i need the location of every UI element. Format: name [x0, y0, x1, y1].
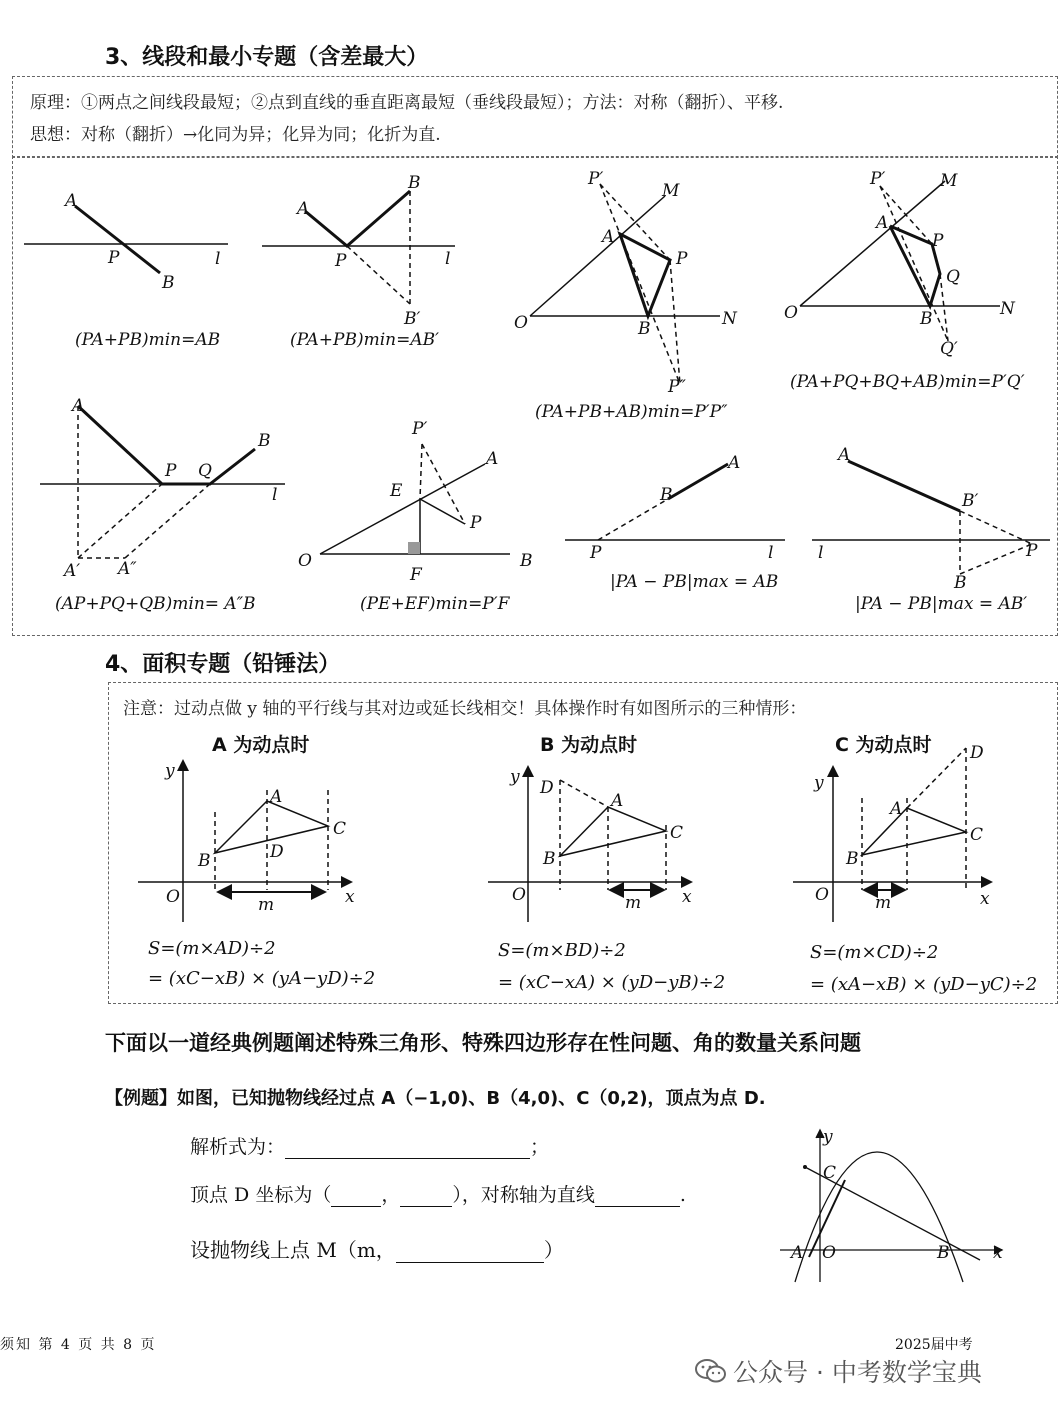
svg-text:m: m — [875, 893, 892, 913]
case-b-title: B 为动点时 — [540, 734, 638, 756]
svg-text:A: A — [270, 787, 283, 807]
caption-fig4: (PA+PQ+BQ+AB)min=P′Q′ — [790, 372, 1025, 392]
svg-text:y: y — [165, 761, 175, 781]
svg-text:A: A — [65, 191, 78, 211]
axis-blank[interactable] — [595, 1188, 680, 1207]
svg-text:A: A — [486, 449, 499, 469]
svg-text:C: C — [670, 823, 684, 843]
point-m-end: ） — [543, 1238, 564, 1262]
svg-text:m: m — [258, 895, 275, 915]
svg-text:O: O — [512, 885, 526, 905]
svg-text:B: B — [543, 849, 556, 869]
svg-text:M: M — [940, 171, 958, 191]
svg-text:B: B — [660, 485, 673, 505]
expression-blank[interactable] — [285, 1140, 530, 1159]
svg-text:M: M — [662, 181, 680, 201]
case-b-formula2: = (xC−xA) × (yD−yB)÷2 — [498, 972, 726, 993]
idea-text: 思想：对称（翻折）→化同为异；化异为同；化折为直. — [30, 125, 441, 145]
parabola-figure — [775, 1122, 1010, 1287]
question-expression — [190, 1132, 549, 1159]
svg-text:B: B — [937, 1243, 950, 1263]
svg-text:O: O — [514, 313, 528, 333]
svg-text:A: A — [602, 227, 615, 247]
svg-text:A: A — [728, 453, 741, 473]
vertex-end: . — [679, 1184, 686, 1206]
svg-text:O: O — [166, 887, 180, 907]
vertex-sep: ， — [381, 1184, 401, 1206]
svg-text:O: O — [822, 1243, 836, 1263]
svg-text:D: D — [970, 743, 984, 763]
caption-fig1: (PA+PB)min=AB — [75, 330, 221, 350]
example-problem: 【例题】如图，已知抛物线经过点 A（−1,0)、B（4,0)、C（0,2)，顶点为点 D. — [105, 1088, 766, 1109]
vertex-label: 顶点 D 坐标为（ — [190, 1184, 332, 1206]
svg-text:A″: A″ — [118, 559, 137, 579]
svg-text:E: E — [390, 481, 403, 501]
vertex-x-blank[interactable] — [331, 1188, 381, 1207]
question-expression-label: 解析式为： — [190, 1136, 286, 1158]
svg-text:F: F — [410, 565, 422, 585]
svg-text:l: l — [768, 543, 774, 563]
case-c-formula1: S=(m×CD)÷2 — [810, 942, 939, 963]
svg-text:B: B — [520, 551, 533, 571]
svg-text:C: C — [823, 1163, 837, 1183]
svg-text:A: A — [838, 445, 851, 465]
svg-text:O: O — [784, 303, 798, 323]
svg-text:x: x — [345, 887, 355, 907]
svg-text:B′: B′ — [962, 491, 979, 511]
wechat-icon — [695, 1357, 727, 1385]
svg-text:P: P — [108, 248, 120, 268]
svg-text:P: P — [676, 249, 688, 269]
section3-title: 3、线段和最小专题（含差最大） — [105, 45, 429, 70]
svg-text:A: A — [72, 396, 85, 416]
footer-year: 2025届中考 — [895, 1337, 973, 1353]
vertex-y-blank[interactable] — [400, 1188, 452, 1207]
example-intro: 下面以一道经典例题阐述特殊三角形、特殊四边形存在性问题、角的数量关系问题 — [105, 1031, 861, 1055]
svg-text:P′: P′ — [870, 169, 886, 189]
section4-title: 4、面积专题（铅锤法） — [105, 652, 341, 677]
watermark-text: 公众号 · 中考数学宝典 — [733, 1358, 982, 1387]
svg-text:B′: B′ — [404, 309, 421, 329]
svg-text:B: B — [198, 851, 211, 871]
svg-text:P: P — [335, 251, 347, 271]
svg-text:x: x — [682, 887, 692, 907]
caption-fig7: |PA − PB|max = AB — [610, 572, 779, 592]
watermark — [695, 1353, 982, 1389]
svg-text:l: l — [215, 249, 221, 269]
svg-text:y: y — [814, 773, 824, 793]
svg-text:P: P — [470, 513, 482, 533]
case-c-title: C 为动点时 — [835, 734, 932, 756]
caption-fig3: (PA+PB+AB)min=P′P″ — [535, 402, 728, 422]
svg-text:B: B — [638, 319, 651, 339]
svg-text:P′: P′ — [588, 169, 604, 189]
svg-text:C: C — [333, 819, 347, 839]
svg-text:y: y — [510, 767, 520, 787]
svg-text:P: P — [1026, 541, 1038, 561]
case-b-formula1: S=(m×BD)÷2 — [498, 940, 626, 961]
svg-text:l: l — [445, 249, 451, 269]
svg-text:Q: Q — [946, 267, 960, 287]
svg-text:A: A — [876, 213, 889, 233]
case-c-formula2: = (xA−xB) × (yD−yC)÷2 — [810, 974, 1038, 995]
svg-text:N: N — [1000, 299, 1015, 319]
svg-text:B: B — [162, 273, 175, 293]
svg-text:D: D — [540, 778, 554, 798]
svg-text:l: l — [272, 485, 278, 505]
svg-text:A: A — [297, 199, 310, 219]
area-diagrams — [0, 740, 1058, 940]
footer-page: 须知 第 4 页 共 8 页 — [0, 1337, 157, 1353]
svg-text:x: x — [993, 1243, 1003, 1263]
svg-text:P: P — [165, 461, 177, 481]
svg-text:A: A — [611, 791, 624, 811]
caption-fig2: (PA+PB)min=AB′ — [290, 330, 439, 350]
svg-text:N: N — [722, 309, 737, 329]
svg-text:y: y — [823, 1127, 833, 1147]
svg-text:O: O — [298, 551, 312, 571]
svg-text:m: m — [625, 893, 642, 913]
case-a-title: A 为动点时 — [212, 734, 310, 756]
svg-text:B: B — [920, 309, 933, 329]
principle-text: 原理：①两点之间线段最短；②点到直线的垂直距离最短（垂线段最短）；方法：对称（翻折）、平移. — [30, 93, 784, 113]
caption-fig8: |PA − PB|max = AB′ — [855, 594, 1028, 614]
svg-text:Q: Q — [198, 461, 212, 481]
svg-text:P′: P′ — [412, 419, 428, 439]
question-expression-end: ； — [530, 1136, 550, 1158]
axis-label: ），对称轴为直线 — [452, 1184, 595, 1206]
point-m-label: 设抛物线上点 M（m， — [190, 1238, 396, 1262]
svg-text:C: C — [970, 825, 984, 845]
svg-text:D: D — [270, 842, 284, 862]
svg-text:A′: A′ — [64, 561, 81, 581]
svg-text:B: B — [408, 173, 421, 193]
svg-text:Q′: Q′ — [940, 339, 958, 359]
question-point-m — [190, 1234, 564, 1263]
svg-text:x: x — [980, 889, 990, 909]
area-note: 注意：过动点做 y 轴的平行线与其对边或延长线相交！具体操作时有如图所示的三种情形： — [123, 699, 807, 719]
section3-diagrams — [0, 156, 1058, 634]
svg-text:P: P — [590, 543, 602, 563]
svg-text:O: O — [815, 885, 829, 905]
caption-fig6: (PE+EF)min=P′F — [360, 594, 510, 614]
svg-text:l: l — [818, 543, 824, 563]
svg-text:B: B — [258, 431, 271, 451]
svg-text:A: A — [791, 1243, 804, 1263]
svg-text:P: P — [932, 231, 944, 251]
svg-text:B: B — [846, 849, 859, 869]
case-a-formula1: S=(m×AD)÷2 — [148, 938, 276, 959]
point-m-blank[interactable] — [396, 1244, 544, 1263]
svg-text:A: A — [890, 799, 903, 819]
question-vertex — [190, 1180, 686, 1207]
svg-text:P″: P″ — [668, 377, 686, 397]
case-a-formula2: = (xC−xB) × (yA−yD)÷2 — [148, 968, 376, 989]
caption-fig5: (AP+PQ+QB)min= A″B — [55, 594, 256, 614]
svg-text:B: B — [954, 573, 967, 593]
